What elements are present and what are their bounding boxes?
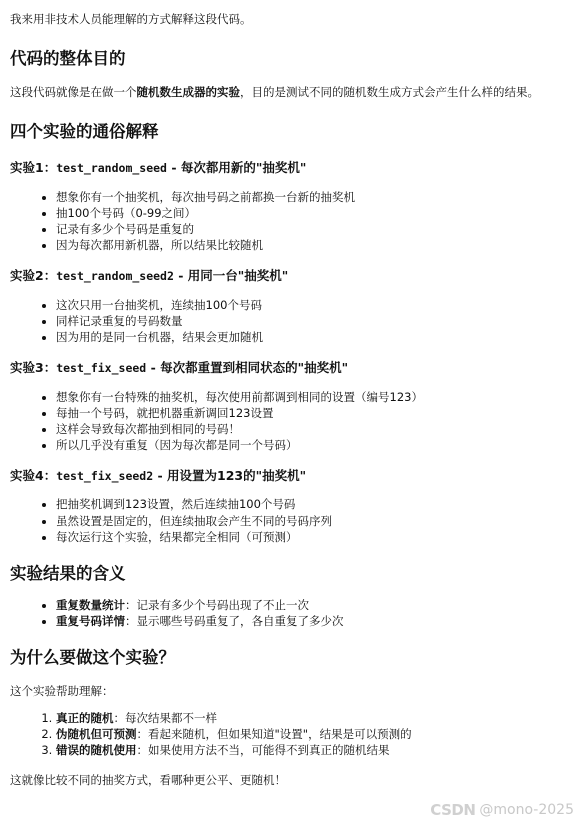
list-item <box>56 613 572 629</box>
list-item-text: ：记录有多少个号码出现了不止一次 <box>125 597 309 612</box>
closing-text: 这就像比较不同的抽奖方式，看哪种更公平、更随机！ <box>10 773 286 788</box>
list-item-bold: 错误的随机使用 <box>56 743 137 758</box>
list-item-bold: 真正的随机 <box>56 711 114 726</box>
list-item-text: ：每次结果都不一样 <box>113 711 217 726</box>
purpose-pre: 这段代码就像是在做一个 <box>10 85 137 100</box>
purpose-bold: 随机数生成器的实验 <box>136 85 240 100</box>
experiment-heading <box>10 359 572 377</box>
intro-text: 我来用非技术人员能理解的方式解释这段代码。 <box>10 12 252 26</box>
experiment-title: - 每次都重置到相同状态的"抽奖机" <box>146 360 349 376</box>
experiment-heading <box>10 159 572 177</box>
experiment-heading <box>10 267 572 285</box>
list-item: • 虽然设置是固定的，但连续抽取会产生不同的号码序列 <box>56 513 572 529</box>
experiment-title: - 每次都用新的"抽奖机" <box>166 160 307 176</box>
experiment-prefix: 实验1： <box>10 160 57 176</box>
list-item: • 因为用的是同一台机器，结果会更加随机 <box>56 329 572 345</box>
experiment-function-name: test_random_seed <box>56 161 167 176</box>
list-item: • 因为每次都用新机器，所以结果比较随机 <box>56 237 572 253</box>
watermark-text: @mono-2025 <box>479 801 574 818</box>
list-item: • 这样会导致每次都抽到相同的号码！ <box>56 421 572 437</box>
list-item-bold: 重复数量统计 <box>56 597 125 612</box>
list-item <box>56 742 572 758</box>
list-item: • 想象你有一个抽奖机，每次抽号码之前都换一台新的抽奖机 <box>56 189 572 205</box>
experiment-prefix: 实验3： <box>10 360 57 376</box>
experiment-list <box>10 496 572 544</box>
purpose-paragraph <box>10 84 572 100</box>
list-item <box>56 726 572 742</box>
why-list <box>10 710 572 758</box>
heading-why: 为什么要做这个实验？ <box>10 647 175 667</box>
list-item-text: ：如果使用方法不当，可能得不到真正的随机结果 <box>136 743 390 758</box>
heading-purpose: 代码的整体目的 <box>10 49 126 69</box>
why-intro: 这个实验帮助理解： <box>10 684 114 699</box>
list-item: • 同样记录重复的号码数量 <box>56 313 572 329</box>
meaning-list <box>10 597 572 629</box>
experiment-function-name: test_fix_seed2 <box>56 468 154 483</box>
list-item: • 记录有多少个号码是重复的 <box>56 221 572 237</box>
list-item <box>56 710 572 726</box>
experiment-title: - 用设置为123的"抽奖机" <box>153 467 307 483</box>
experiment-title: - 用同一台"抽奖机" <box>173 268 289 284</box>
experiment-list <box>10 189 572 253</box>
list-item: • 这次只用一台抽奖机，连续抽100个号码 <box>56 297 572 313</box>
heading-four-experiments: 四个实验的通俗解释 <box>10 122 159 142</box>
experiment-list <box>10 389 572 453</box>
purpose-post: ，目的是测试不同的随机数生成方式会产生什么样的结果。 <box>240 85 539 100</box>
experiment-prefix: 实验2： <box>10 268 57 284</box>
list-item: • 抽100个号码（0-99之间） <box>56 205 572 221</box>
list-item: • 所以几乎没有重复（因为每次都是同一个号码） <box>56 437 572 453</box>
list-item-text: ：显示哪些号码重复了，各自重复了多少次 <box>125 613 344 628</box>
list-item: • 每抽一个号码，就把机器重新调回123设置 <box>56 405 572 421</box>
list-item-bold: 伪随机但可预测 <box>56 727 137 742</box>
list-item <box>56 597 572 613</box>
list-item: • 把抽奖机调到123设置，然后连续抽100个号码 <box>56 496 572 512</box>
list-item: • 每次运行这个实验，结果都完全相同（可预测） <box>56 529 572 545</box>
csdn-logo: CSDN <box>430 801 476 819</box>
list-item-bold: 重复号码详情 <box>56 613 125 628</box>
watermark <box>430 800 574 821</box>
experiment-function-name: test_fix_seed <box>56 361 147 376</box>
experiments-section <box>10 159 572 544</box>
experiment-prefix: 实验4： <box>10 467 57 483</box>
heading-meaning: 实验结果的含义 <box>10 563 126 583</box>
list-item-text: ：看起来随机，但如果知道"设置"，结果是可以预测的 <box>136 727 412 742</box>
experiment-function-name: test_random_seed2 <box>56 269 174 284</box>
experiment-heading <box>10 467 572 485</box>
experiment-list <box>10 297 572 345</box>
list-item: • 想象你有一台特殊的抽奖机，每次使用前都调到相同的设置（编号123） <box>56 389 572 405</box>
